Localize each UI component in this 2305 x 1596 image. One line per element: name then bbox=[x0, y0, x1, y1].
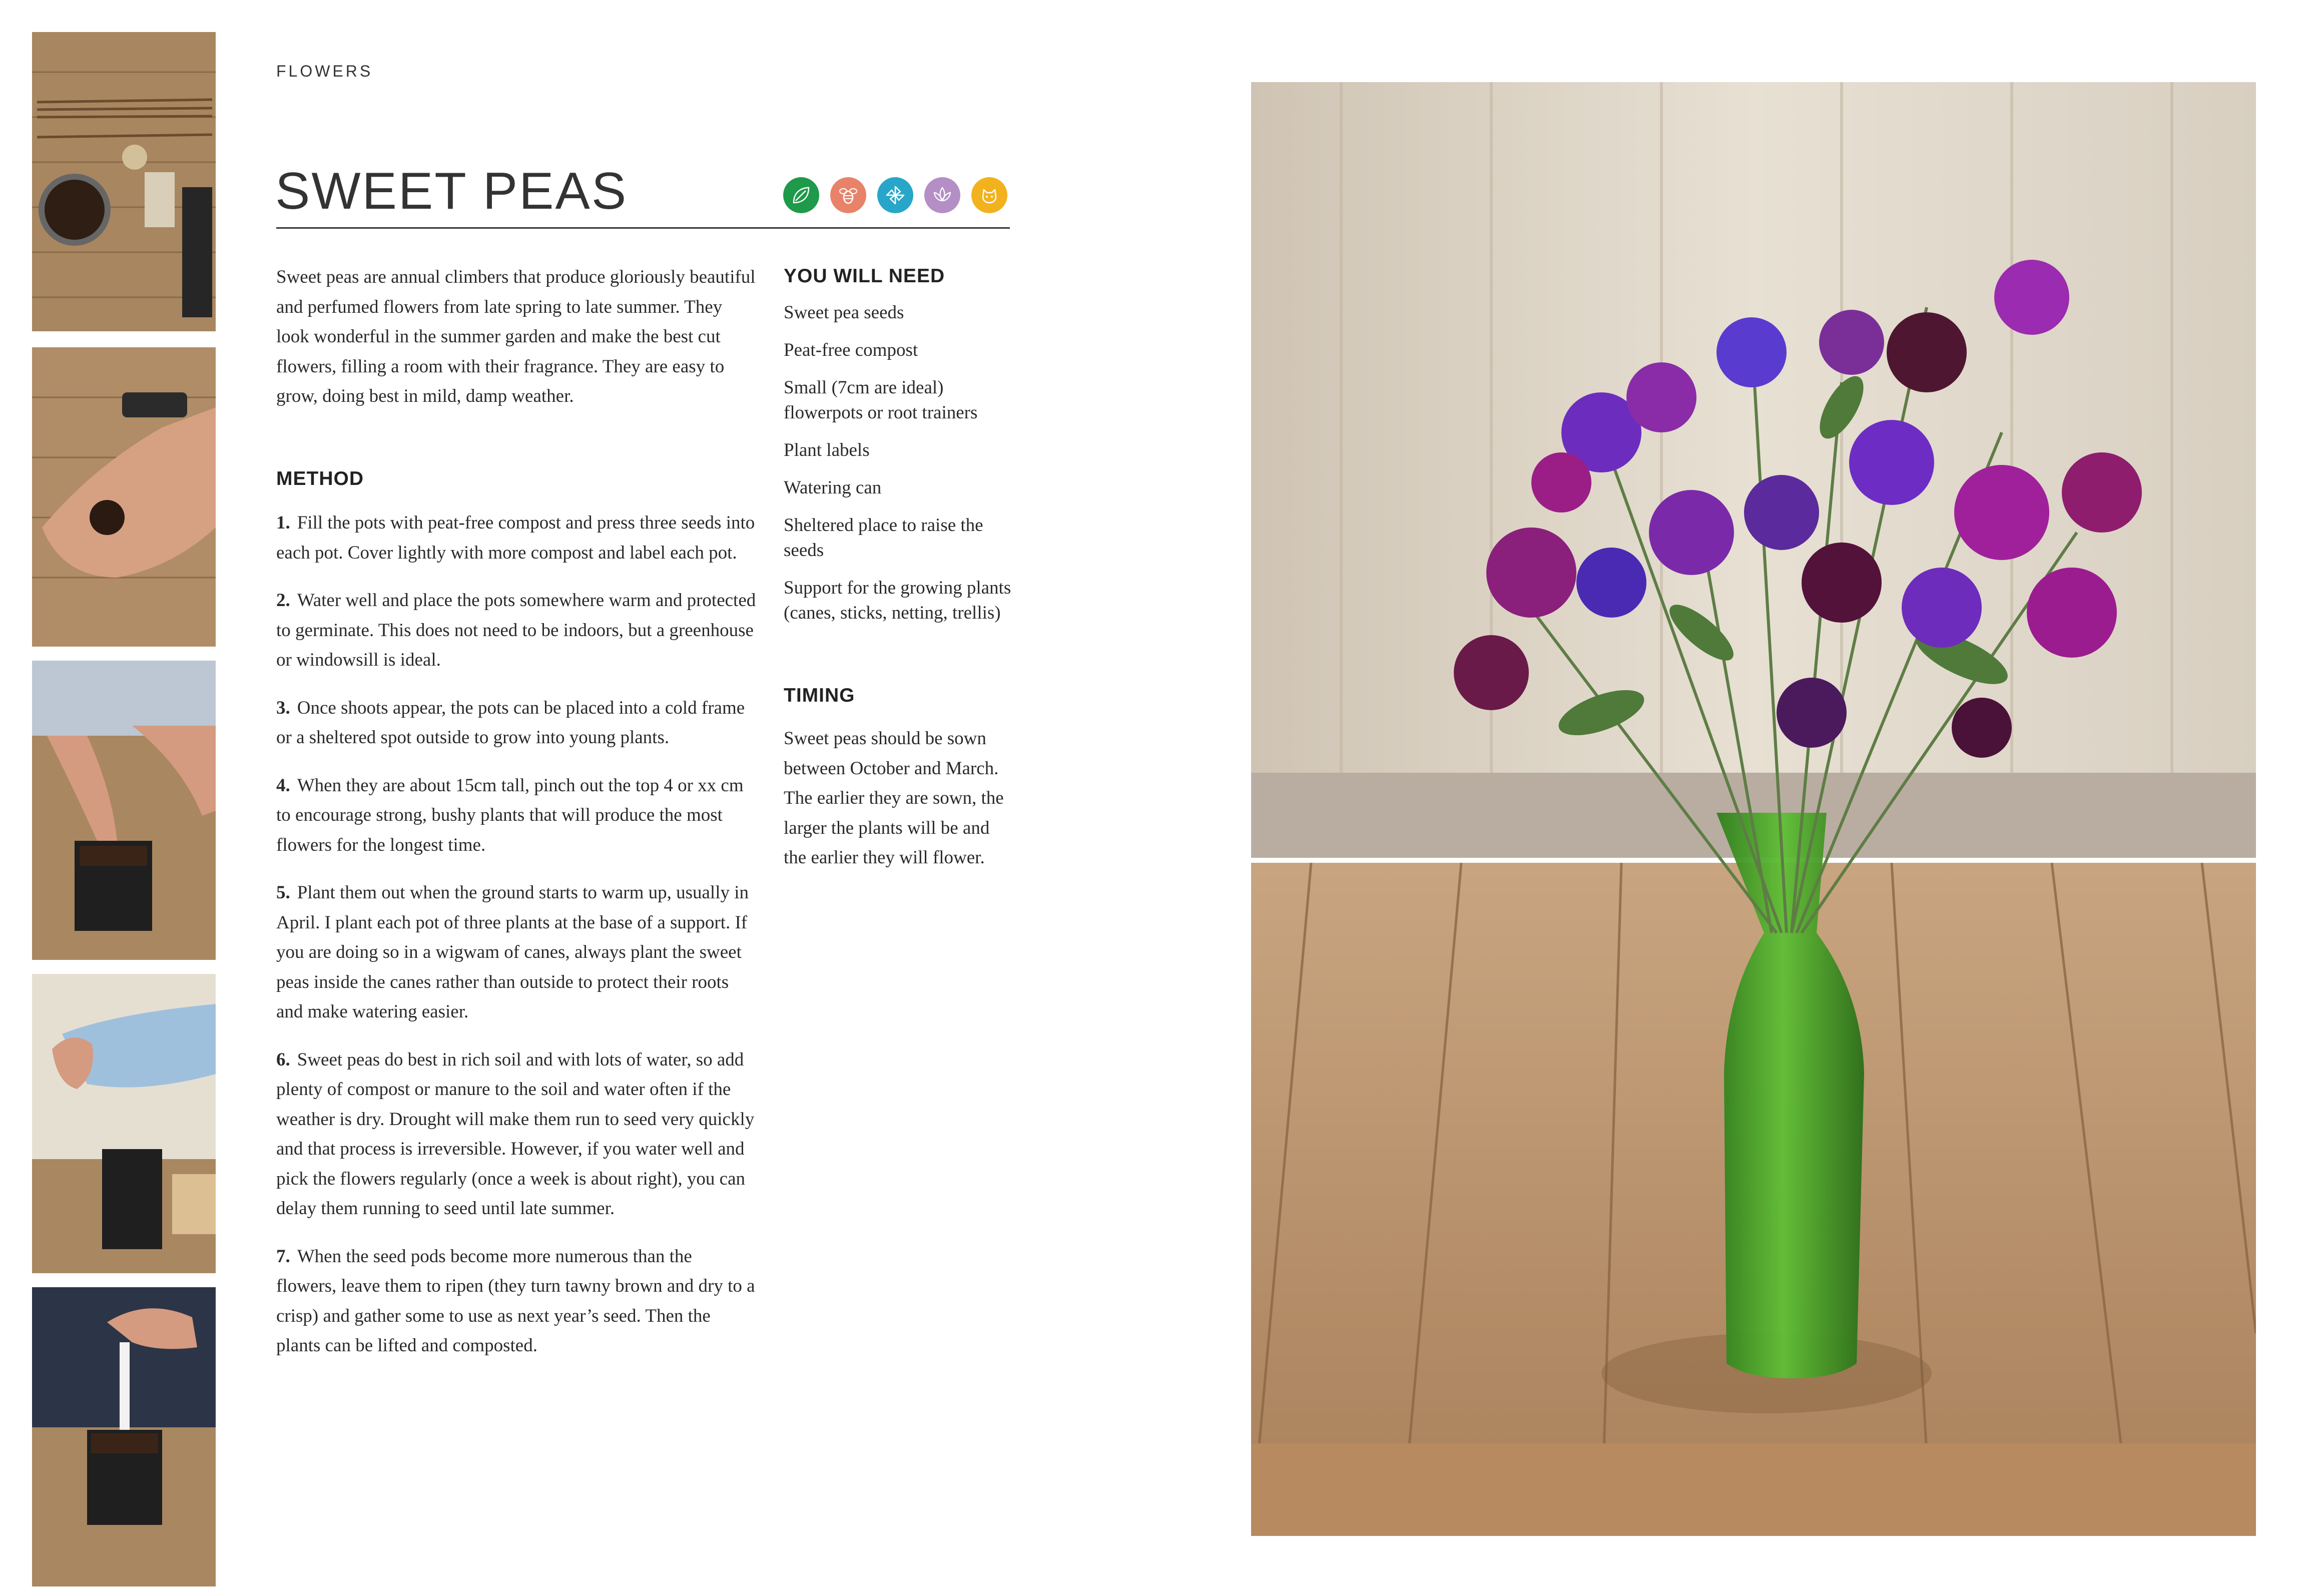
pinwheel-icon bbox=[877, 177, 913, 213]
step-text: When the seed pods become more numerous than the flowers, leave them to ripen (they turn tawny brown and dry to a crisp) and gather some to use as next year’s seed. Then the plants can be lifted and composted. bbox=[276, 1246, 755, 1356]
title-divider bbox=[276, 227, 1010, 229]
you-will-need-list bbox=[784, 300, 1019, 638]
step-number: 6. bbox=[276, 1049, 290, 1070]
you-will-need-heading: YOU WILL NEED bbox=[784, 265, 945, 287]
step-number: 2. bbox=[276, 590, 290, 611]
sweet-pea-vase-photo bbox=[1251, 82, 2256, 1536]
thumbnail-labelling-pot bbox=[32, 1287, 216, 1586]
step-text: When they are about 15cm tall, pinch out the top 4 or xx cm to encourage strong, bushy plants that will produce the most flowers for the longest time. bbox=[276, 775, 744, 855]
method-step bbox=[276, 693, 757, 753]
method-step bbox=[276, 1045, 757, 1224]
dog-icon bbox=[971, 177, 1007, 213]
thumbnail-hand-seeds bbox=[32, 347, 216, 647]
method-step bbox=[276, 878, 757, 1027]
method-heading: METHOD bbox=[276, 468, 364, 489]
method-step bbox=[276, 508, 757, 568]
list-item: Sweet pea seeds bbox=[784, 302, 904, 323]
step-number: 7. bbox=[276, 1246, 290, 1267]
page-title: SWEET PEAS bbox=[275, 162, 628, 220]
step-text: Sweet peas do best in rich soil and with lots of water, so add plenty of compost or manure to the soil and water often if the weather is dry. Drought will make them run to seed very quickly and that process is irreversible. However, if you water well and pick the flowers regularly (once a week is about right), you can delay them running to seed until late summer. bbox=[276, 1049, 755, 1219]
step-number: 1. bbox=[276, 512, 290, 533]
timing-paragraph: Sweet peas should be sown between October and March. The earlier they are sown, the larger the plants will be and the earlier they will flower. bbox=[784, 728, 1004, 868]
thumbnail-pouring-compost bbox=[32, 974, 216, 1273]
list-item: Support for the growing plants (canes, sticks, netting, trellis) bbox=[784, 578, 1011, 623]
list-item: Small (7cm are ideal) flowerpots or root trainers bbox=[784, 377, 978, 423]
method-steps bbox=[276, 508, 757, 1379]
thumbnail-sowing-seeds bbox=[32, 661, 216, 960]
method-step bbox=[276, 586, 757, 675]
list-item: Watering can bbox=[784, 477, 882, 498]
step-number: 4. bbox=[276, 775, 290, 796]
intro-paragraph: Sweet peas are annual climbers that produce gloriously beautiful and perfumed flowers from late spring to late summer. They look wonderful in the summer garden and make the best cut flowers, filling a room with their fragrance. They are easy to grow, doing best in mild, damp weather. bbox=[276, 267, 756, 406]
method-step bbox=[276, 771, 757, 860]
step-number: 5. bbox=[276, 882, 290, 903]
list-item: Peat-free compost bbox=[784, 340, 918, 360]
step-text: Plant them out when the ground starts to warm up, usually in April. I plant each pot of three plants at the base of a support. If you are doing so in a wigwam of canes, always plant the sweet peas inside the canes rather than outside to protect their roots and make watering easier. bbox=[276, 882, 749, 1022]
timing-heading: TIMING bbox=[784, 685, 855, 706]
section-label: FLOWERS bbox=[276, 62, 373, 80]
attribute-badges bbox=[783, 177, 1007, 213]
method-step bbox=[276, 1242, 757, 1361]
bee-icon bbox=[830, 177, 866, 213]
list-item: Plant labels bbox=[784, 440, 870, 460]
step-text: Water well and place the pots somewhere warm and protected to germinate. This does not need to be indoors, but a greenhouse or windowsill is ideal. bbox=[276, 590, 756, 670]
step-text: Once shoots appear, the pots can be placed into a cold frame or a sheltered spot outside to grow into young plants. bbox=[276, 697, 745, 748]
step-number: 3. bbox=[276, 697, 290, 718]
leaf-icon bbox=[783, 177, 819, 213]
list-item: Sheltered place to raise the seeds bbox=[784, 515, 983, 561]
step-text: Fill the pots with peat-free compost and press three seeds into each pot. Cover lightly with more compost and label each pot. bbox=[276, 512, 755, 563]
lotus-icon bbox=[924, 177, 960, 213]
thumbnail-seed-supplies bbox=[32, 32, 216, 331]
